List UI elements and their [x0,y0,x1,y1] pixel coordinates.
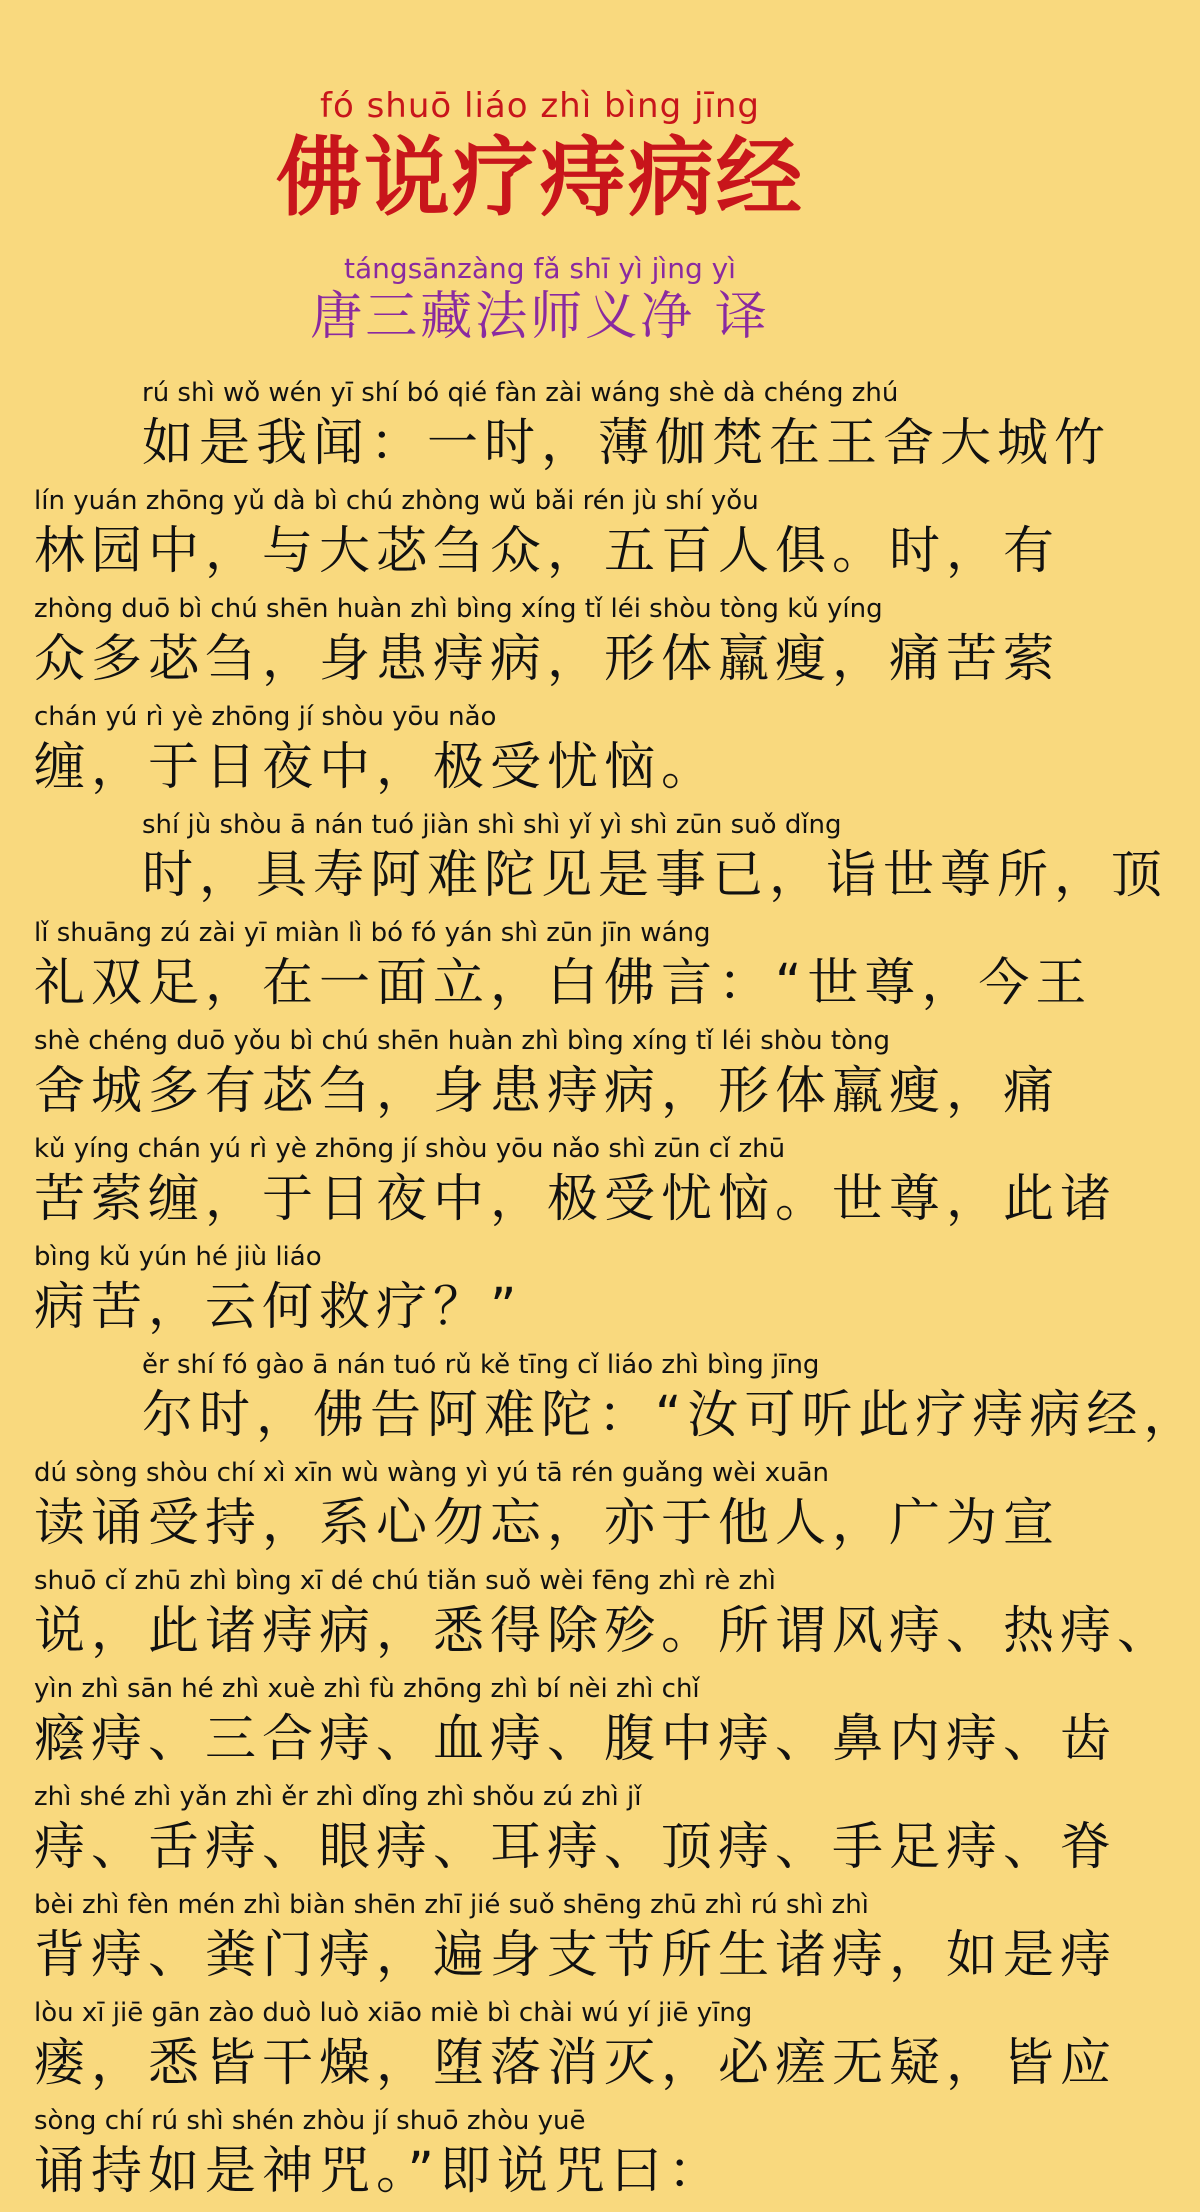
line-text: 如是我闻：一时，薄伽梵在王舍大城竹 [142,414,1112,473]
line-text: 众多苾刍，身患痔病，形体羸瘦，痛苦萦 [34,630,1061,689]
title-block [0,0,1080,348]
line-text: 缠，于日夜中，极受忧恼。 [34,738,719,797]
line-pinyin: shí jù shòu ā nán tuó jiàn shì shì yǐ yì shì zūn suǒ dǐng [142,810,842,840]
line-text: 苦萦缠，于日夜中，极受忧恼。世尊，此诸 [34,1170,1118,1229]
text-line [34,1348,1200,1456]
text-line [34,808,1169,916]
text-line [34,1564,1175,1672]
line-text: 林园中，与大苾刍众，五百人俱。时，有 [34,522,1061,581]
text-line [34,1888,1118,1996]
line-pinyin: chán yú rì yè zhōng jí shòu yōu nǎo [34,702,497,732]
text-line [34,700,1046,808]
line-pinyin: shè chéng duō yǒu bì chú shēn huàn zhì bìng xíng tǐ léi shòu tòng [34,1026,890,1056]
line-pinyin: bìng kǔ yún hé jiù liáo [34,1242,322,1272]
line-text: 背痔、粪门痔，遍身支节所生诸痔，如是痔 [34,1926,1118,1985]
line-pinyin: zhì shé zhì yǎn zhì ěr zhì dǐng zhì shǒu zú zhì jǐ [34,1782,642,1812]
text-line [34,376,1112,484]
line-text: 瘘，悉皆干燥，堕落消灭，必瘥无疑，皆应 [34,2034,1118,2093]
line-pinyin: lòu xī jiē gān zào duò luò xiāo miè bì chài wú yí jiē yīng [34,1998,753,2028]
line-text: 舍城多有苾刍，身患痔病，形体羸瘦，痛 [34,1062,1061,1121]
line-text: 诵持如是神咒。”即说咒曰： [34,2142,725,2201]
text-line [34,484,1061,592]
translator-pinyin: tángsānzàng fǎ shī yì jìng yì [344,252,736,285]
text-line [34,1132,1118,1240]
text-line [34,1996,1118,2104]
line-text: 尔时，佛告阿难陀：“汝可听此疗痔病经， [142,1386,1200,1445]
line-pinyin: ěr shí fó gào ā nán tuó rǔ kě tīng cǐ liáo zhì bìng jīng [142,1350,820,1380]
text-line [34,916,1093,1024]
line-text: 说，此诸痔病，悉得除殄。所谓风痔、热痔、 [34,1602,1175,1661]
page-title: 佛说疗痔病经 [276,127,804,228]
translator-credit: 唐三藏法师义净 译 [310,287,770,347]
line-pinyin: yìn zhì sān hé zhì xuè zhì fù zhōng zhì bí nèi zhì chǐ [34,1674,700,1704]
text-line [34,1780,1118,1888]
sutra-body [0,376,1200,2212]
text-line [34,1672,1118,1780]
line-text: 礼双足，在一面立，白佛言：“世尊，今王 [34,954,1093,1013]
text-line [34,592,1061,700]
line-pinyin: zhòng duō bì chú shēn huàn zhì bìng xíng tǐ léi shòu tòng kǔ yíng [34,594,883,624]
line-text: 病苦，云何救疗？” [34,1278,523,1337]
text-line [34,2104,1046,2212]
line-pinyin: rú shì wǒ wén yī shí bó qié fàn zài wáng shè dà chéng zhú [142,378,899,408]
line-pinyin: shuō cǐ zhū zhì bìng xī dé chú tiǎn suǒ wèi fēng zhì rè zhì [34,1566,776,1596]
line-text: 读诵受持，系心勿忘，亦于他人，广为宣 [34,1494,1061,1553]
text-line [34,1456,1061,1564]
line-pinyin: bèi zhì fèn mén zhì biàn shēn zhī jié suǒ shēng zhū zhì rú shì zhì [34,1890,869,1920]
text-line [34,1024,1061,1132]
text-line [34,1240,1046,1348]
line-pinyin: dú sòng shòu chí xì xīn wù wàng yì yú tā rén guǎng wèi xuān [34,1458,830,1488]
line-pinyin: lǐ shuāng zú zài yī miàn lì bó fó yán shì zūn jīn wáng [34,918,711,948]
line-text: 时，具寿阿难陀见是事已，诣世尊所，顶 [142,846,1169,905]
line-pinyin: lín yuán zhōng yǔ dà bì chú zhòng wǔ bǎi rén jù shí yǒu [34,486,759,516]
title-pinyin: fó shuō liáo zhì bìng jīng [320,86,760,126]
line-pinyin: kǔ yíng chán yú rì yè zhōng jí shòu yōu nǎo shì zūn cǐ zhū [34,1134,786,1164]
line-text: 癊痔、三合痔、血痔、腹中痔、鼻内痔、齿 [34,1710,1118,1769]
line-text: 痔、舌痔、眼痔、耳痔、顶痔、手足痔、脊 [34,1818,1118,1877]
line-pinyin: sòng chí rú shì shén zhòu jí shuō zhòu yuē [34,2106,586,2136]
